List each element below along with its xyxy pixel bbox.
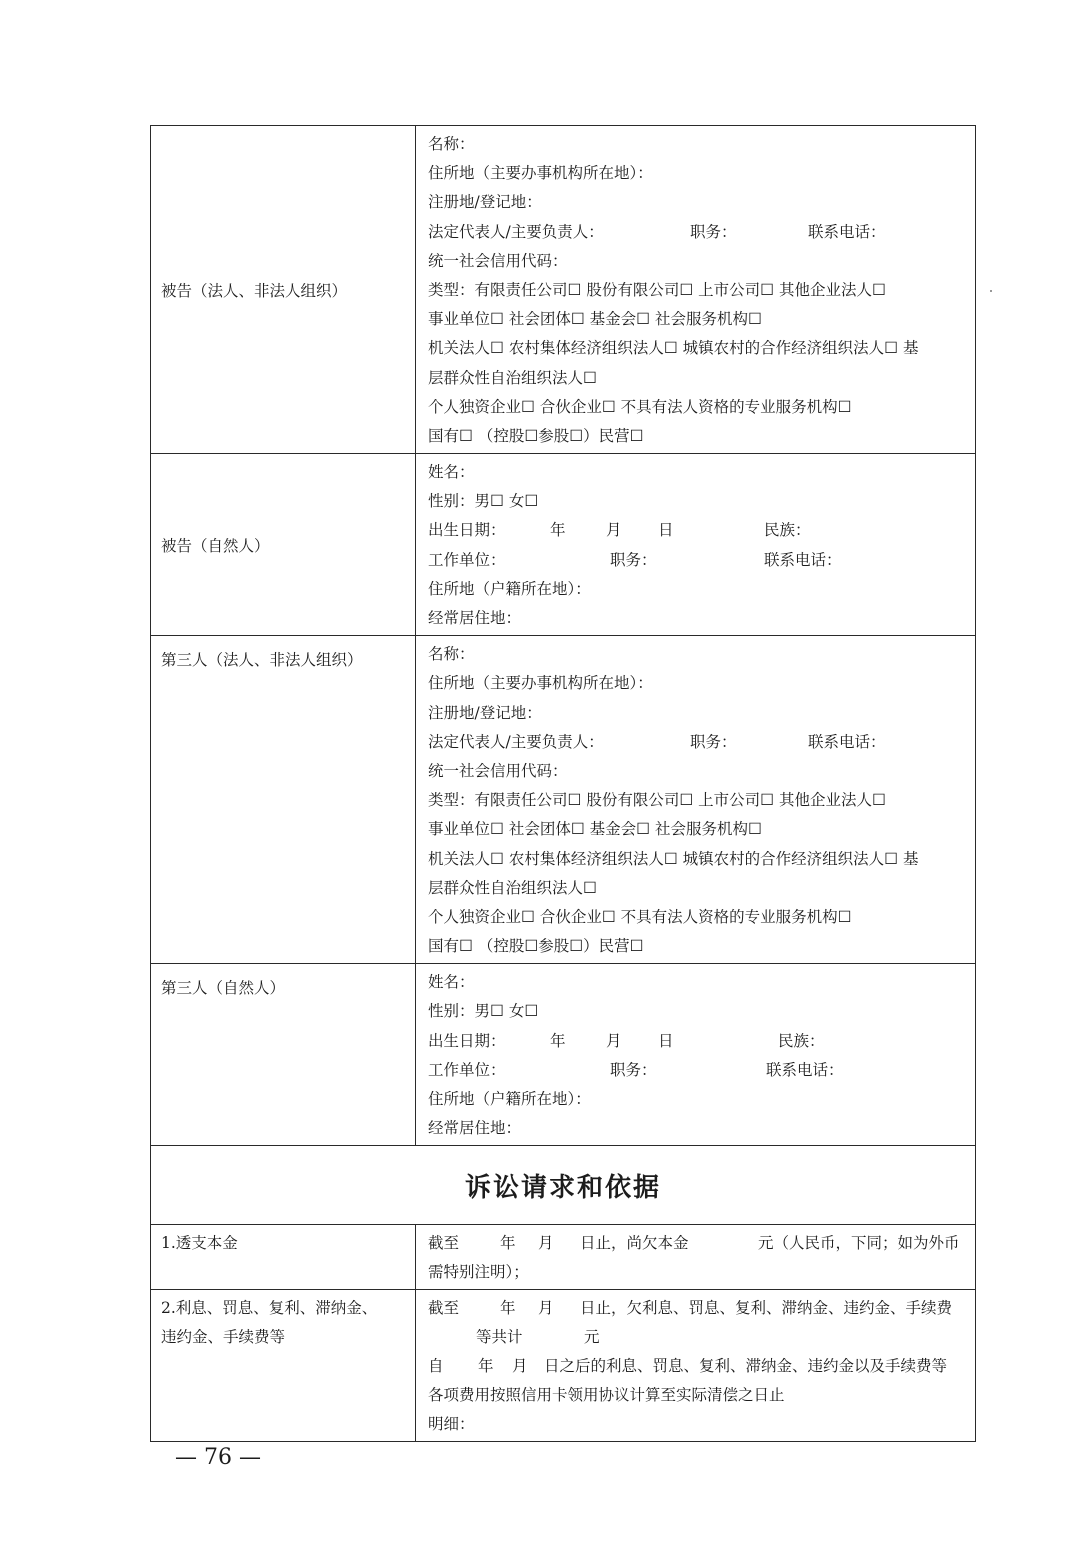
day-label: 日 [658, 521, 674, 540]
claim-row-interest [151, 1290, 976, 1442]
section-heading: 诉讼请求和依据 [464, 1172, 661, 1203]
from-line [428, 1352, 967, 1381]
claim-content-principal [416, 1225, 976, 1290]
position-field: 职务： [690, 732, 737, 751]
phone-field: 联系电话： [808, 222, 886, 241]
type-line: 类型：有限责任公司☐ 股份有限公司☐ 上市公司☐ 其他企业法人☐ [428, 791, 886, 810]
cut-label: 截至 [428, 1299, 460, 1318]
page-number: — 76 — [175, 1445, 261, 1470]
residence-field: 住所地（主要办事机构所在地）： [428, 164, 653, 183]
credit-code-field: 统一社会信用代码： [428, 761, 568, 780]
position-field: 职务： [690, 222, 737, 241]
legal-rep-field: 法定代表人/主要负责人： [428, 732, 604, 751]
claim-label-text: 违约金、手续费等 [161, 1328, 286, 1347]
month-label: 月 [606, 1031, 622, 1050]
third-party-person-label: 第三人（自然人） [151, 964, 416, 1146]
position-field: 职务： [610, 1060, 657, 1079]
claim-label-text: 1.透支本金 [161, 1234, 238, 1253]
currency-note-cont: 需特别注明）； [428, 1263, 529, 1282]
habitual-residence-field: 经常居住地： [428, 1119, 522, 1138]
claim-content-interest [416, 1290, 976, 1442]
birth-line [428, 516, 967, 545]
defendant-person-label: 被告（自然人） [151, 454, 416, 636]
name-field: 姓名： [428, 463, 475, 482]
defendant-person-row [151, 454, 976, 636]
type-line: 事业单位☐ 社会团体☐ 基金会☐ 社会服务机构☐ [428, 310, 762, 329]
position-field: 职务： [610, 550, 657, 569]
legal-rep-line [428, 218, 967, 247]
phone-field: 联系电话： [808, 732, 886, 751]
birth-line [428, 1027, 967, 1056]
month-label: 月 [606, 521, 622, 540]
work-unit-field: 工作单位： [428, 1060, 506, 1079]
registration-field: 注册地/登记地： [428, 703, 542, 722]
total-line [428, 1323, 967, 1352]
third-party-org-fields [416, 636, 976, 964]
yuan-label: 元 [584, 1328, 600, 1347]
claim-label-interest [151, 1290, 416, 1442]
claim-label-principal [151, 1225, 416, 1290]
cut-label: 截至 [428, 1234, 460, 1253]
scan-speck [990, 290, 992, 292]
type-line: 类型：有限责任公司☐ 股份有限公司☐ 上市公司☐ 其他企业法人☐ [428, 280, 886, 299]
birth-field: 出生日期： [428, 1031, 506, 1050]
registration-field: 注册地/登记地： [428, 193, 542, 212]
legal-rep-line [428, 728, 967, 757]
interest-owed-text: 日止，欠利息、罚息、复利、滞纳金、违约金、手续费 [580, 1299, 953, 1318]
phone-field: 联系电话： [766, 1060, 844, 1079]
type-line: 国有☐ （控股☐参股☐）民营☐ [428, 937, 644, 956]
type-line: 机关法人☐ 农村集体经济组织法人☐ 城镇农村的合作经济组织法人☐ 基 [428, 339, 919, 358]
work-line [428, 546, 967, 575]
year-label: 年 [550, 521, 566, 540]
third-party-org-label: 第三人（法人、非法人组织） [151, 636, 416, 964]
details-line: 明细： [428, 1415, 475, 1434]
type-line: 个人独资企业☐ 合伙企业☐ 不具有法人资格的专业服务机构☐ [428, 397, 852, 416]
claim-label-text: 2.利息、罚息、复利、滞纳金、 [161, 1299, 378, 1318]
month-label: 月 [538, 1299, 554, 1318]
type-line: 层群众性自治组织法人☐ [428, 878, 597, 897]
type-line: 国有☐ （控股☐参股☐）民营☐ [428, 426, 644, 445]
name-field: 姓名： [428, 973, 475, 992]
ethnicity-field: 民族： [778, 1031, 825, 1050]
defendant-org-row [151, 126, 976, 454]
type-line: 层群众性自治组织法人☐ [428, 368, 597, 387]
third-party-org-row [151, 636, 976, 964]
section-heading-cell [151, 1146, 976, 1225]
total-label: 等共计 [476, 1328, 523, 1347]
interest-line [428, 1294, 967, 1323]
defendant-person-fields [416, 454, 976, 636]
principal-line [428, 1229, 967, 1258]
complaint-form-table [150, 125, 976, 1442]
from-tail-text: 日之后的利息、罚息、复利、滞纳金、违约金以及手续费等 [544, 1357, 948, 1376]
defendant-org-fields [416, 126, 976, 454]
gender-field: 性别：男☐ 女☐ [428, 492, 539, 511]
credit-code-field: 统一社会信用代码： [428, 251, 568, 270]
claim-row-principal [151, 1225, 976, 1290]
currency-note: 元（人民币，下同；如为外币 [758, 1234, 960, 1253]
from-label: 自 [428, 1357, 444, 1376]
name-field: 名称： [428, 135, 475, 153]
month-label: 月 [512, 1357, 528, 1376]
habitual-residence-field: 经常居住地： [428, 609, 522, 627]
legal-rep-field: 法定代表人/主要负责人： [428, 222, 604, 241]
birth-field: 出生日期： [428, 521, 506, 540]
phone-field: 联系电话： [764, 550, 842, 569]
type-line: 个人独资企业☐ 合伙企业☐ 不具有法人资格的专业服务机构☐ [428, 907, 852, 926]
third-party-person-row [151, 964, 976, 1146]
residence-field: 住所地（主要办事机构所在地）： [428, 674, 653, 693]
gender-field: 性别：男☐ 女☐ [428, 1002, 539, 1021]
type-line: 事业单位☐ 社会团体☐ 基金会☐ 社会服务机构☐ [428, 820, 762, 839]
year-label: 年 [478, 1357, 494, 1376]
type-line: 机关法人☐ 农村集体经济组织法人☐ 城镇农村的合作经济组织法人☐ 基 [428, 849, 919, 868]
name-field: 名称： [428, 645, 475, 664]
year-label: 年 [500, 1234, 516, 1253]
residence-field: 住所地（户籍所在地）： [428, 579, 591, 598]
fees-line: 各项费用按照信用卡领用协议计算至实际清偿之日止 [428, 1386, 785, 1405]
defendant-org-label: 被告（法人、非法人组织） [151, 126, 416, 454]
principal-owed-text: 日止，尚欠本金 [580, 1234, 689, 1253]
ethnicity-field: 民族： [764, 521, 811, 540]
day-label: 日 [658, 1031, 674, 1050]
year-label: 年 [550, 1031, 566, 1050]
work-unit-field: 工作单位： [428, 550, 506, 569]
residence-field: 住所地（户籍所在地）： [428, 1090, 591, 1108]
third-party-person-fields [416, 964, 976, 1146]
work-line [428, 1056, 967, 1085]
section-heading-row [151, 1146, 976, 1225]
year-label: 年 [500, 1299, 516, 1318]
month-label: 月 [538, 1234, 554, 1253]
